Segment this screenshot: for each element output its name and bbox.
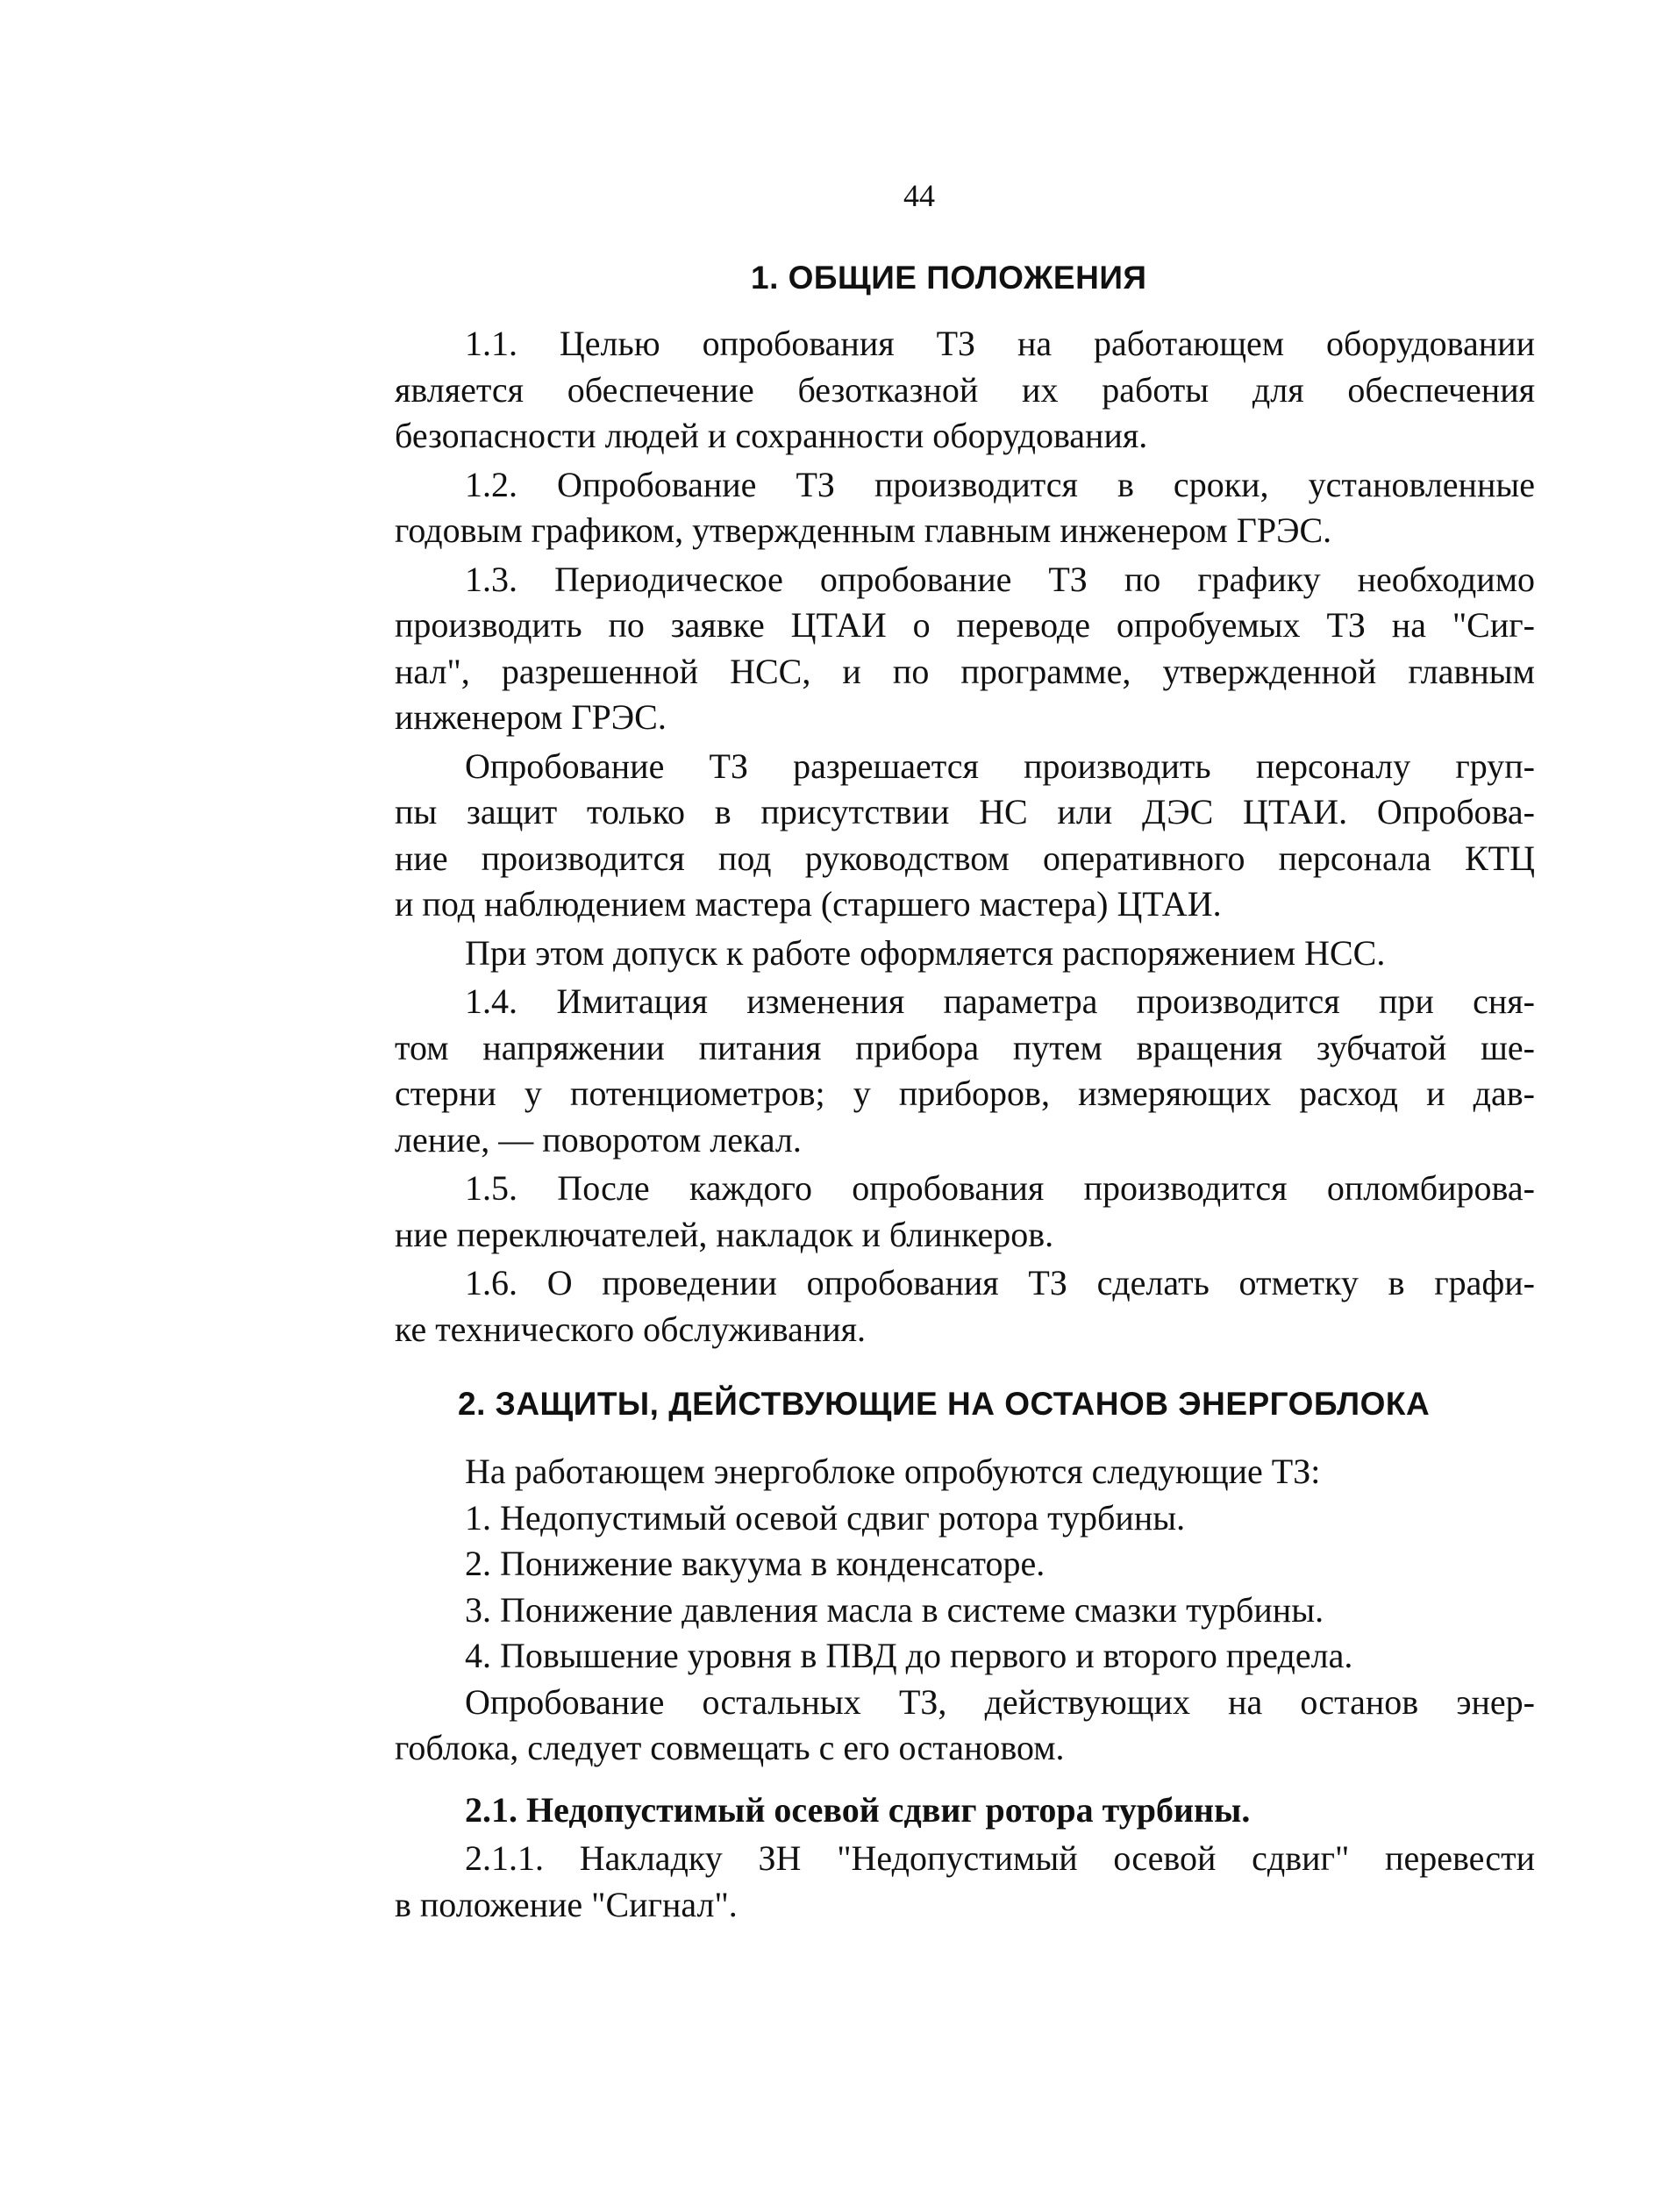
text-line: в положение "Сигнал". bbox=[395, 1884, 738, 1924]
paragraph-1-2 bbox=[395, 462, 1535, 554]
text-line: 1.2. Опробование ТЗ производится в сроки, установленные bbox=[465, 464, 1535, 504]
text-line: 1.5. После каждого опробования производится опломбирова- bbox=[465, 1168, 1535, 1208]
text-line: ке технического обслуживания. bbox=[395, 1309, 867, 1349]
section-2-intro: На работающем энергоблоке опробуются следующие ТЗ: bbox=[465, 1452, 1321, 1491]
text-line: производить по заявке ЦТАИ о переводе опробуемых ТЗ на "Сиг- bbox=[395, 605, 1535, 645]
paragraph-permission bbox=[395, 744, 1535, 928]
text-line: пы защит только в присутствии НС или ДЭС ЦТАИ. Опробова- bbox=[395, 792, 1535, 831]
list-item: 4. Повышение уровня в ПВД до первого и второго предела. bbox=[465, 1636, 1353, 1675]
text-line: При этом допуск к работе оформляется распоряжением НСС. bbox=[465, 932, 1386, 973]
paragraph-1-3 bbox=[395, 557, 1535, 741]
list-item: 1. Недопустимый осевой сдвиг ротора турбины. bbox=[465, 1497, 1186, 1538]
paragraph-1-6 bbox=[395, 1260, 1535, 1352]
text-line: том напряжении питания прибора путем вращения зубчатой ше- bbox=[395, 1027, 1535, 1067]
text-line: 1.1. Целью опробования ТЗ на работающем оборудовании bbox=[465, 324, 1535, 363]
paragraph-1-1 bbox=[395, 321, 1535, 460]
text-line: 1.6. О проведении опробования ТЗ сделать отметку в графи- bbox=[465, 1263, 1535, 1302]
page-number: 44 bbox=[903, 178, 935, 213]
list-item: 2. Понижение вакуума в конденсаторе. bbox=[465, 1544, 1045, 1583]
text-line: стерни у потенциометров; у приборов, измеряющих расход и дав- bbox=[395, 1074, 1535, 1113]
section-1-title: 1. ОБЩИЕ ПОЛОЖЕНИЯ bbox=[751, 260, 1147, 296]
section-1-body bbox=[395, 321, 1535, 1352]
text-line: безопасности людей и сохранности оборудования. bbox=[395, 416, 1148, 455]
text-line: Опробование остальных ТЗ, действующих на останов энер- bbox=[465, 1681, 1535, 1722]
paragraph-1-5 bbox=[395, 1166, 1535, 1258]
text-line: инженером ГРЭС. bbox=[395, 697, 667, 737]
text-line: 1.4. Имитация изменения параметра производится при сня- bbox=[465, 981, 1535, 1021]
text-line: годовым графиком, утвержденным главным инженером ГРЭС. bbox=[395, 510, 1332, 550]
text-line: ние производится под руководством оперативного персонала КТЦ bbox=[395, 838, 1535, 878]
subsection-2-1-title: 2.1. Недопустимый осевой сдвиг ротора турбины. bbox=[465, 1789, 1251, 1830]
text-line: является обеспечение безотказной их работы для обеспечения bbox=[395, 369, 1535, 410]
text-line: ние переключателей, накладок и блинкеров. bbox=[395, 1214, 1054, 1254]
text-line: 2.1.1. Накладку ЗН "Недопустимый осевой сдвиг" перевести bbox=[465, 1838, 1535, 1878]
list-item: 3. Понижение давления масла в системе смазки турбины. bbox=[465, 1589, 1324, 1630]
text-line: 1.3. Периодическое опробование ТЗ по графику необходимо bbox=[465, 559, 1535, 599]
paragraph-access bbox=[395, 931, 1535, 977]
text-line: ление, — поворотом лекал. bbox=[395, 1119, 802, 1160]
text-line: и под наблюдением мастера (старшего мастера) ЦТАИ. bbox=[395, 884, 1222, 924]
text-line: Опробование ТЗ разрешается производить персоналу груп- bbox=[465, 746, 1535, 786]
text-line: гоблока, следует совмещать с его остановом. bbox=[395, 1728, 1065, 1767]
paragraph-1-4 bbox=[395, 979, 1535, 1163]
section-2-body bbox=[395, 1449, 1535, 1928]
section-2-title: 2. ЗАЩИТЫ, ДЕЙСТВУЮЩИЕ НА ОСТАНОВ ЭНЕРГОБЛОКА bbox=[458, 1386, 1431, 1422]
text-line: нал", разрешенной НСС, и по программе, утвержденной главным bbox=[395, 651, 1535, 691]
